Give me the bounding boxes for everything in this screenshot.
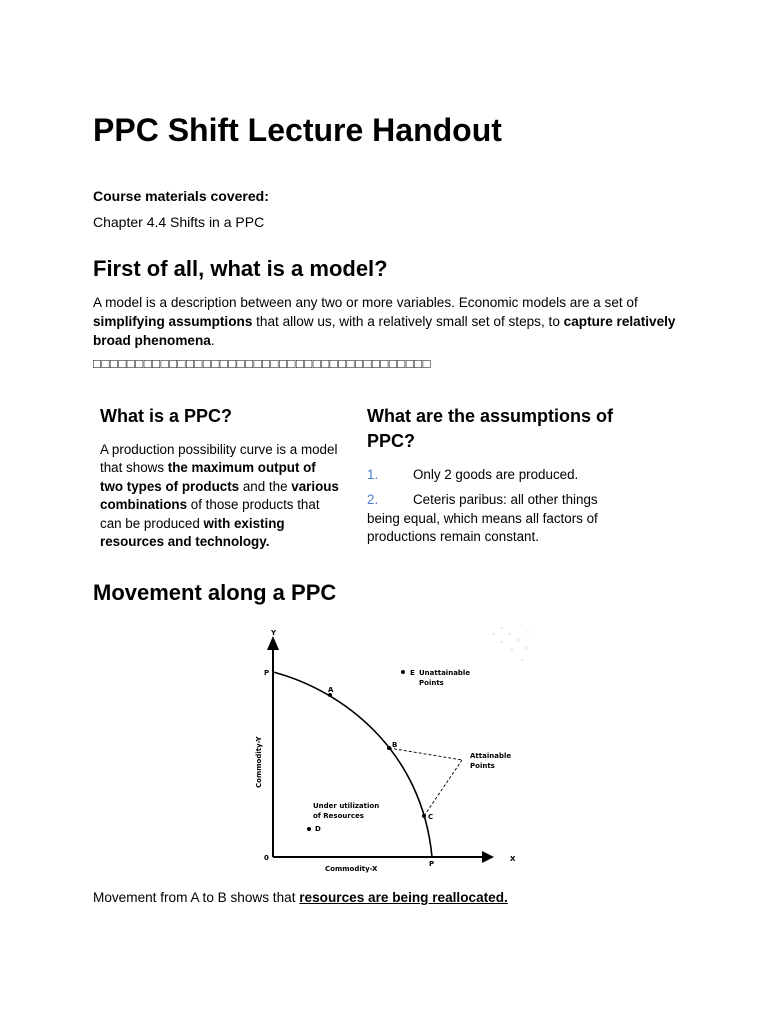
page-title: PPC Shift Lecture Handout [93,112,502,148]
model-heading: First of all, what is a model? [93,256,388,281]
assumption-text: Only 2 goods are produced. [413,467,579,482]
point-b-label: B [392,741,398,749]
course-materials-label: Course materials covered: [93,188,269,204]
ppc-paragraph [100,441,340,551]
attainable-label-line1: Attainable [470,752,512,760]
assumption-number: 2. [367,492,379,508]
assumption-item [367,491,627,546]
ppc-text-3: of those products that can be produced [100,497,320,531]
caption-text: Movement from A to B shows that [93,890,300,905]
under-utilization-line2: of Resources [313,812,364,820]
assumption-text: Ceteris paribus: all other things being equal, which means all factors of productions remain constant. [367,492,598,545]
model-bold-1: simplifying assumptions [93,314,253,329]
ppc-bold-2: various combinations [100,478,339,513]
movement-heading: Movement along a PPC [93,580,337,605]
dashed-line-c [424,760,462,816]
point-e-dot [401,670,405,674]
point-d-dot [307,827,311,831]
assumption-item [367,466,627,484]
caption-underlined-bold: resources are being reallocated. [299,890,508,905]
model-text-2: that allow us, with a relatively small set of steps, to [252,314,564,329]
origin-label: 0 [264,854,269,862]
y-axis-arrow [267,636,279,650]
model-text-1: A model is a description between any two or more variables. Economic models are a set of [93,295,638,310]
point-c-label: C [428,813,434,821]
y-axis-title: Commodity-Y [255,736,263,788]
y-axis-letter: Y [271,629,277,637]
point-d-label: D [315,825,321,833]
ppc-bold-1: the maximum output of two types of products [100,460,316,494]
x-axis-arrow [482,851,494,863]
dashed-line-b [389,748,462,760]
ppc-text-2: and the [239,478,292,494]
course-chapter-text: Chapter 4.4 Shifts in a PPC [93,214,265,230]
point-c-dot [422,814,426,818]
point-e-label: E [410,669,415,677]
ppc-diagram-svg [232,620,534,882]
under-utilization-line1: Under utilization [313,802,380,810]
ppc-heading: What is a PPC? [100,406,233,426]
model-paragraph [93,293,683,350]
x-axis-letter: X [510,855,516,863]
ppc-definition-column [100,404,340,551]
x-axis-title: Commodity-X [325,865,378,873]
missing-glyph-row: □□□□□□□□□□□□□□□□□□□□□□□□□□□□□□□□□□□□□□□□ [93,356,432,371]
unattainable-label-line1: Unattainable [419,669,471,677]
ppc-curve [273,672,432,857]
assumptions-column [367,404,627,554]
point-b-dot [387,746,391,750]
model-bold-2: capture relatively broad phenomena [93,314,676,348]
ppc-bold-3: with existing resources and technology. [100,515,285,550]
ppc-text-1: A production possibility curve is a model that shows [100,442,338,476]
assumptions-heading: What are the assumptions of PPC? [367,406,614,451]
model-text-3: . [210,333,215,348]
ppc-diagram [232,620,534,882]
unattainable-label-line2: Points [419,679,444,687]
attainable-label-line2: Points [470,762,495,770]
p-right-label: P [429,860,435,868]
assumption-number: 1. [367,467,379,482]
point-a-label: A [328,686,334,694]
movement-caption [93,890,508,905]
p-top-label: P [264,669,270,677]
decorative-dots [493,627,529,661]
